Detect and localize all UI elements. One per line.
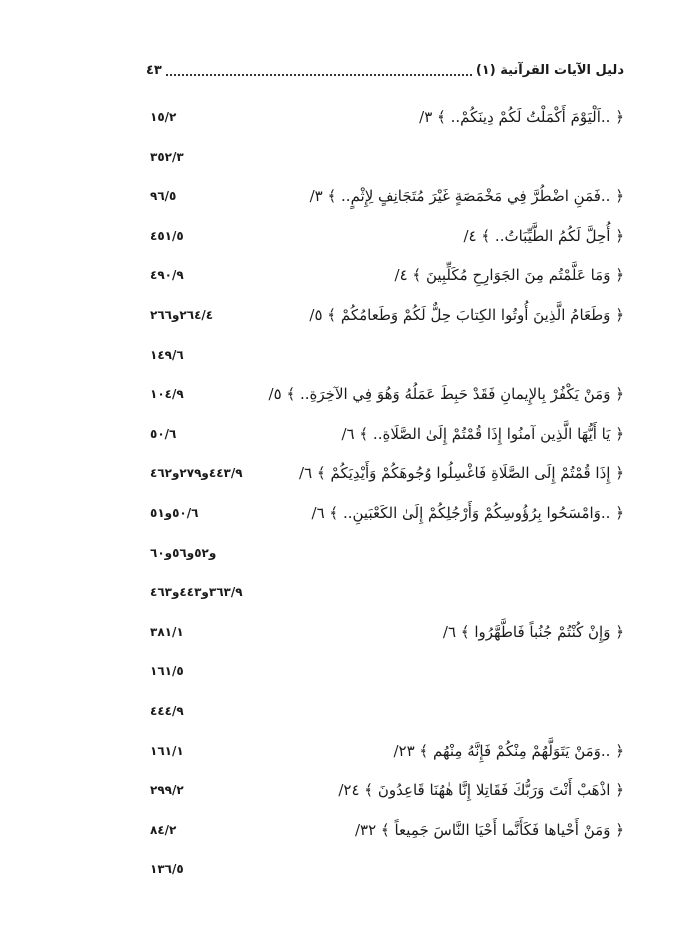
index-entry: [150, 617, 624, 647]
page-reference: ٥١و٥٠/٦: [150, 506, 199, 520]
page-reference: ٤٦٣و٤٤٣و٣٦٣/٩: [150, 585, 243, 600]
index-entry: [150, 181, 624, 211]
verse-text: ﴿ إِذَا قُمْتُمْ إِلَى الصَّلَاةِ فَاغْسِلُوا وُجُوهَكُمْ وَأَيْدِيَكُمْ ﴾ ٦/: [299, 464, 624, 483]
index-entry: [150, 340, 624, 370]
verse-text: ﴿ وَطَعَامُ الَّذِينَ أُوتُوا الكِتابَ حِلٌّ لَكُمْ وَطَعامُكُمْ ﴾ ٥/: [309, 306, 624, 324]
verse-text: ﴿ وَإِنْ كُنْتُمْ جُنُباً فَاطَّهَّرُوا ﴾ ٦/: [442, 622, 624, 641]
page-reference: ٤٥١/٥: [150, 228, 184, 243]
index-entry: [150, 538, 624, 568]
page-reference: ٤٦٢و٢٧٩و٤٤٣/٩: [150, 466, 243, 481]
page-reference: ٩٦/٥: [150, 189, 177, 204]
page-reference: ٨٤/٢: [150, 822, 177, 837]
index-entry: [150, 775, 624, 805]
page-reference: ١٣٦/٥: [150, 862, 184, 877]
verse-text: ﴿ وَمَنْ أَحْياها فَكَأَنَّما أَحْيَا النَّاسَ جَمِيعاً ﴾ ٣٢/: [354, 820, 624, 839]
index-entry: [150, 854, 624, 884]
page-reference: ٣٥٢/٣: [150, 149, 184, 164]
verse-text: ﴿ وَمَنْ يَكْفُرْ بِالإِيمانِ فَقَدْ حَبِطَ عَمَلُهُ وَهُوَ فِي الآخِرَةِ.. ﴾ ٥/: [268, 385, 624, 404]
verse-text: ﴿ أُحِلَّ لَكُمُ الطَّيِّبَاتُ.. ﴾ ٤/: [463, 226, 624, 245]
index-entry: [150, 102, 624, 132]
verse-text: ﴿ اذْهَبْ أَنْتَ وَرَبُّكَ فَقَاتِلا إِنَّا هٰهُنَا قَاعِدُونَ ﴾ ٢٤/: [338, 781, 624, 800]
index-entry: [150, 498, 624, 528]
running-header: [146, 58, 624, 82]
index-entry: [150, 577, 624, 607]
index-entry: [150, 260, 624, 290]
page-reference: ٤٤٤/٩: [150, 704, 184, 718]
page-reference: ١٥/٢: [150, 110, 177, 124]
verse-text: ﴿ وَمَا عَلَّمْتُم مِنَ الجَوَارِحِ مُكَلِّبِينَ ﴾ ٤/: [394, 266, 624, 285]
index-entry: [150, 300, 624, 330]
index-entry: [150, 458, 624, 488]
index-entry: [150, 696, 624, 726]
verse-text: ﴿ يَا أَيُّهَا الَّذِين آمنُوا إِذَا قُمْتُمْ إِلَىٰ الصَّلَاةِ.. ﴾ ٦/: [341, 424, 624, 443]
page-reference: ٢٩٩/٢: [150, 783, 184, 798]
page-reference: ١٦١/١: [150, 743, 184, 758]
page-reference: ٥٠/٦: [150, 426, 177, 441]
page-reference: ١٤٩/٦: [150, 347, 184, 362]
verse-text: ﴿ ..اَلْيَوْمَ أَكْمَلْتُ لَكُمْ دِينَكُمْ.. ﴾ ٣/: [419, 108, 624, 126]
index-entry: [150, 736, 624, 766]
index-entry: [150, 419, 624, 449]
page-reference: ٦٠و٥٦و٥٢و: [150, 545, 217, 560]
index-entry: [150, 379, 624, 409]
index-entry: [150, 142, 624, 172]
page-reference: ٣٨١/١: [150, 624, 184, 639]
header-title: دليل الآيات القرآنية (١): [475, 62, 624, 78]
page-reference: ٤٩٠/٩: [150, 268, 184, 283]
verse-text: ﴿ ..وَامْسَحُوا بِرُؤُوسِكُمْ وَأَرْجُلِكُمْ إِلَىٰ الكَعْبَينِ.. ﴾ ٦/: [311, 504, 624, 522]
page-reference: ٢٦٦و٢٦٤/٤: [150, 308, 214, 322]
page-number: ٤٣: [146, 62, 162, 78]
page-reference: ١٠٤/٩: [150, 387, 184, 402]
verse-text: ﴿ ..وَمَنْ يَتَوَلَّهُمْ مِنْكُمْ فَإِنَّهُ مِنْهُم ﴾ ٢٣/: [393, 741, 624, 760]
verse-text: ﴿ ..فَمَنِ اضْطُرَّ فِي مَخْمَصَةٍ غَيْرَ مُتَجَانِفٍ لِإِثْمٍ.. ﴾ ٣/: [309, 187, 624, 206]
index-entry: [150, 815, 624, 845]
index-entry: [150, 221, 624, 251]
page-reference: ١٦١/٥: [150, 664, 184, 679]
header-dot-leader: [166, 64, 472, 76]
index-entry: [150, 656, 624, 686]
